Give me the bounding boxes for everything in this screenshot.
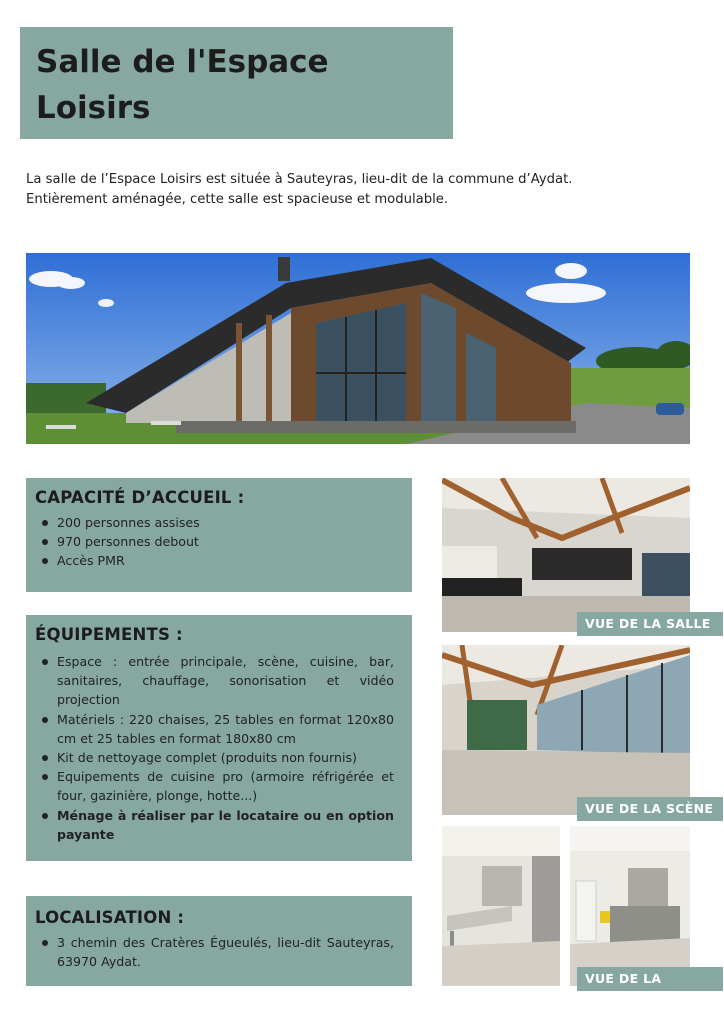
scene-illustration — [442, 645, 690, 815]
building-exterior-photo — [26, 253, 690, 444]
title-line-2: Loisirs — [36, 90, 151, 126]
title-banner — [20, 27, 453, 139]
cuisine-illustration-1 — [442, 826, 560, 986]
localisation-heading: LOCALISATION : — [35, 908, 185, 927]
capacite-list — [35, 513, 394, 571]
equipements-list — [35, 652, 394, 844]
cuisine-illustration-2 — [570, 826, 690, 986]
title-line-1: Salle de l'Espace — [36, 44, 329, 80]
intro-line-2: Entièrement aménagée, cette salle est spacieuse et modulable. — [26, 192, 449, 207]
capacite-panel — [26, 478, 412, 592]
building-exterior-illustration — [26, 253, 690, 444]
list-item: Accès PMR — [57, 551, 394, 570]
salle-illustration — [442, 478, 690, 632]
list-item: Ménage à réaliser par le locataire ou en option payante — [57, 806, 394, 844]
scene-photo — [442, 645, 690, 815]
caption-salle: VUE DE LA SALLE — [577, 612, 723, 636]
caption-scene: VUE DE LA SCÈNE — [577, 797, 723, 821]
equipements-panel — [26, 615, 412, 861]
localisation-panel — [26, 896, 412, 986]
capacite-heading: CAPACITÉ D’ACCUEIL : — [35, 488, 245, 507]
salle-photo — [442, 478, 690, 632]
list-item: 200 personnes assises — [57, 513, 394, 532]
list-item: 970 personnes debout — [57, 532, 394, 551]
equipements-heading: ÉQUIPEMENTS : — [35, 625, 183, 644]
list-item: Kit de nettoyage complet (produits non fournis) — [57, 748, 394, 767]
list-item: Espace : entrée principale, scène, cuisine, bar, sanitaires, chauffage, sonorisation et vidéo projection — [57, 652, 394, 710]
list-item: Matériels : 220 chaises, 25 tables en format 120x80 cm et 25 tables en format 180x80 cm — [57, 710, 394, 748]
cuisine-photo-2 — [570, 826, 690, 986]
caption-cuisine: VUE DE LA CUISINE — [577, 967, 723, 991]
localisation-list — [35, 933, 394, 971]
list-item: 3 chemin des Cratères Égueulés, lieu-dit Sauteyras, 63970 Aydat. — [57, 933, 394, 971]
intro-paragraph — [26, 170, 696, 210]
page-title — [36, 39, 437, 131]
intro-line-1: La salle de l’Espace Loisirs est située à Sauteyras, lieu-dit de la commune d’Aydat. — [26, 172, 573, 187]
cuisine-photo-1 — [442, 826, 560, 986]
list-item: Equipements de cuisine pro (armoire réfrigérée et four, gazinière, plonge, hotte...) — [57, 767, 394, 805]
